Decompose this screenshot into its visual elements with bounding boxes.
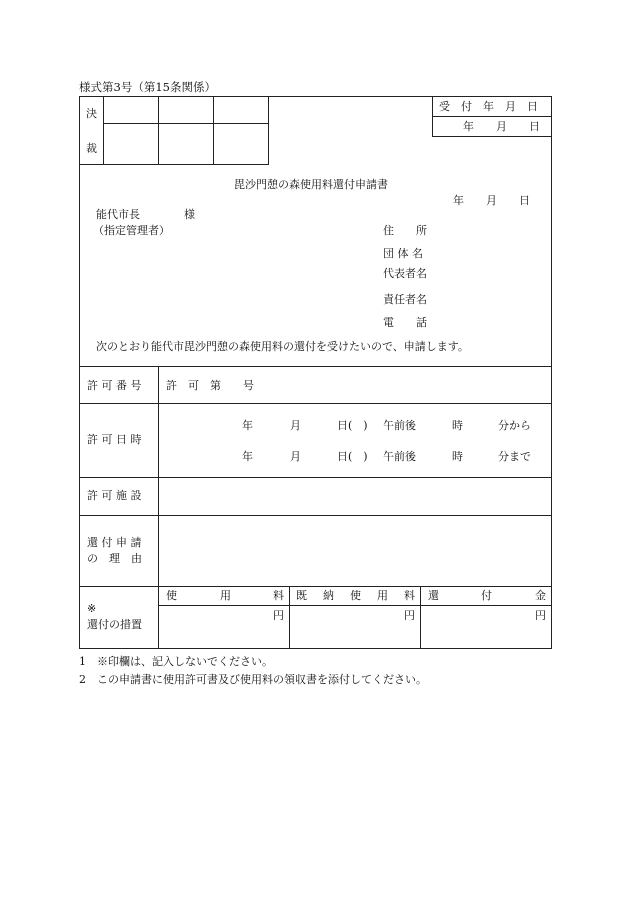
phone-label: 電 話 xyxy=(383,316,427,329)
refund-yen: 円 xyxy=(535,609,546,622)
from-month: 月 xyxy=(290,419,301,432)
permit-datetime-label: 許 可 日 時 xyxy=(87,433,142,446)
approval-label-1: 決 xyxy=(86,107,97,120)
facility-field[interactable] xyxy=(159,478,551,514)
manager-label: 責任者名 xyxy=(383,293,427,306)
approval-cell[interactable] xyxy=(104,124,158,164)
approval-cell[interactable] xyxy=(159,124,213,164)
form-number: 様式第3号（第15条関係） xyxy=(79,80,216,94)
to-day: 日( ) xyxy=(337,450,368,463)
paid-fee-yen: 円 xyxy=(404,609,415,622)
application-date[interactable]: 年 月 日 xyxy=(453,194,530,207)
note-1: 1 ※印欄は、記入しないでください。 xyxy=(79,655,273,668)
approval-label-2: 裁 xyxy=(86,142,97,155)
from-minute: 分から xyxy=(498,419,531,432)
from-day: 日( ) xyxy=(337,419,368,432)
statement-text: 次のとおり能代市毘沙門憩の森使用料の還付を受けたいので、申請します。 xyxy=(96,340,469,353)
fee-yen: 円 xyxy=(273,609,284,622)
to-ampm: 午前後 xyxy=(383,450,416,463)
measure-mark: ※ xyxy=(87,602,97,615)
measure-label: 還付の措置 xyxy=(87,618,142,631)
receipt-date[interactable]: 年 月 日 xyxy=(463,120,540,133)
address-label: 住 所 xyxy=(383,224,427,237)
approval-cell[interactable] xyxy=(159,97,213,123)
fee-amount-field[interactable] xyxy=(159,606,269,648)
approval-cell[interactable] xyxy=(214,97,268,123)
facility-label: 許 可 施 設 xyxy=(87,489,142,502)
paid-fee-amount-field[interactable] xyxy=(290,606,400,648)
from-ampm: 午前後 xyxy=(383,419,416,432)
reason-label-2: の 理 由 xyxy=(87,552,142,565)
reason-label-1: 還 付 申 請 xyxy=(87,536,142,549)
to-month: 月 xyxy=(290,450,301,463)
representative-label: 代表者名 xyxy=(383,267,427,280)
approval-cell[interactable] xyxy=(214,124,268,164)
form-title: 毘沙門憩の森使用料還付申請書 xyxy=(234,178,388,191)
refund-amount-field[interactable] xyxy=(421,606,531,648)
receipt-label: 受 付 年 月 日 xyxy=(439,100,538,113)
addressee-line1: 能代市長 様 xyxy=(96,208,195,221)
permit-number-label: 許 可 番 号 xyxy=(87,379,142,392)
reason-field[interactable] xyxy=(159,516,551,585)
from-year: 年 xyxy=(242,419,253,432)
note-2: 2 この申請書に使用許可書及び使用料の領収書を添付してください。 xyxy=(79,673,427,686)
approval-cell[interactable] xyxy=(104,97,158,123)
to-hour: 時 xyxy=(452,450,463,463)
permit-number-field[interactable]: 許 可 第 号 xyxy=(166,379,254,392)
to-year: 年 xyxy=(242,450,253,463)
addressee-line2: （指定管理者） xyxy=(93,224,170,237)
to-minute: 分まで xyxy=(498,450,531,463)
group-name-label: 団 体 名 xyxy=(383,247,423,260)
from-hour: 時 xyxy=(452,419,463,432)
